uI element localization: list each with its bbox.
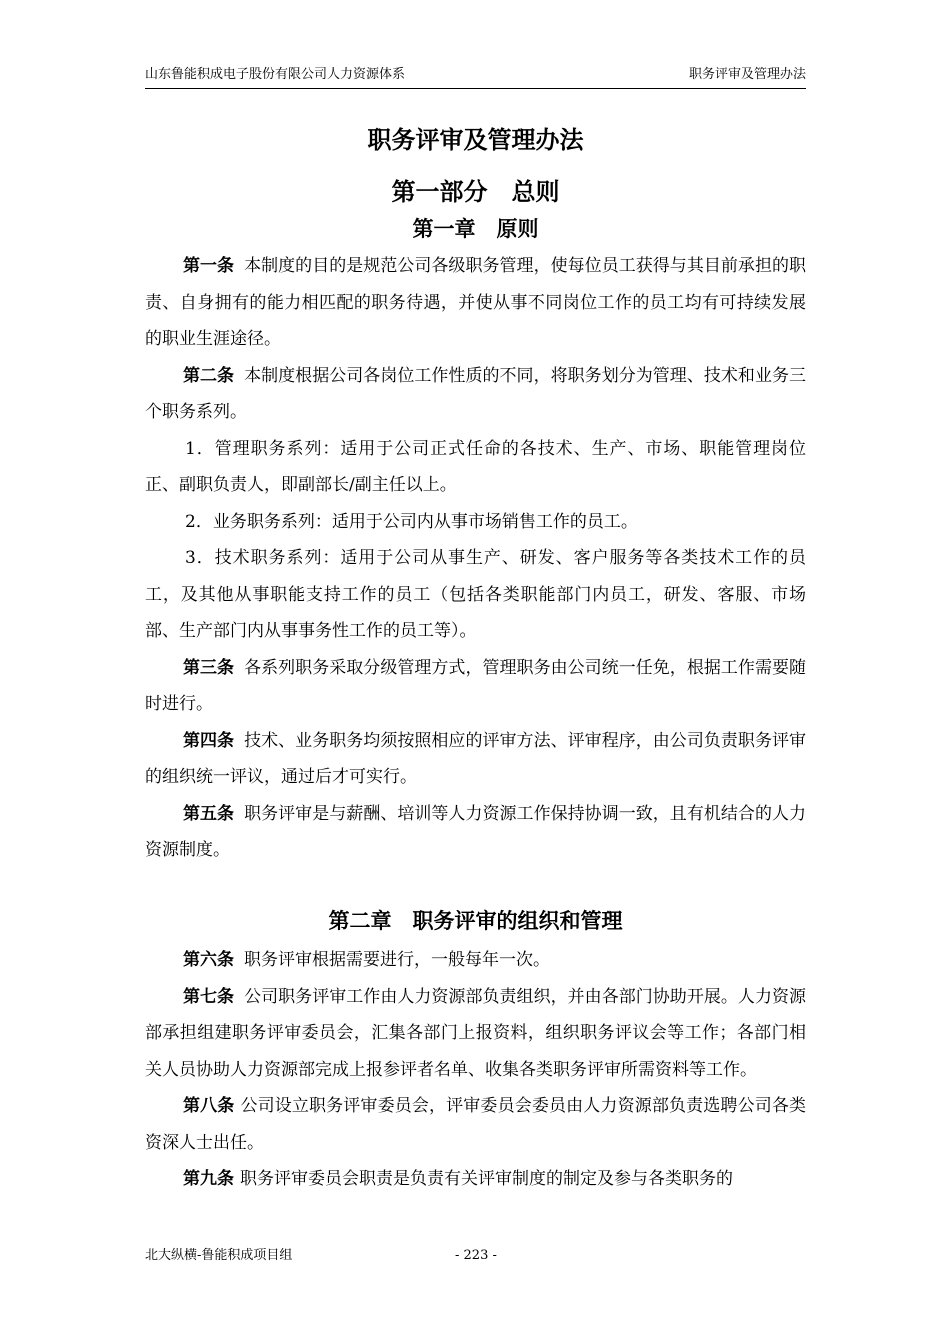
article-text: 本制度的目的是规范公司各级职务管理，使每位员工获得与其目前承担的职责、自身拥有的能力相匹配的职务待遇，并使从事不同岗位工作的员工均有可持续发展的职业生涯途径。 (145, 256, 807, 349)
article-4 (145, 723, 806, 796)
article-label: 第二条 (183, 365, 235, 386)
article-text: 技术、业务职务均须按照相应的评审方法、评审程序，由公司负责职务评审的组织统一评议，通过后才可实行。 (145, 730, 807, 787)
article-7 (145, 979, 806, 1089)
article-9 (145, 1161, 806, 1198)
list-item-2 (145, 504, 806, 541)
list-item-text: 2．业务职务系列：适用于公司内从事市场销售工作的员工。 (185, 511, 638, 532)
list-item-text: 1．管理职务系列：适用于公司正式任命的各技术、生产、市场、职能管理岗位正、副职负责人，即副部长/副主任以上。 (145, 438, 806, 495)
part-title: 第一部分 总则 (391, 177, 560, 206)
list-item-3 (145, 540, 806, 650)
chapter-1-body (145, 248, 806, 869)
article-5 (145, 796, 806, 869)
list-item-1 (145, 431, 806, 504)
article-label: 第九条 (183, 1169, 234, 1189)
header-company: 山东鲁能积成电子股份有限公司人力资源体系 (145, 67, 406, 82)
chapter-2-body (145, 942, 806, 1198)
header-doc-name: 职务评审及管理办法 (688, 67, 806, 82)
article-6 (145, 942, 806, 979)
article-label: 第六条 (183, 950, 234, 970)
article-8 (145, 1088, 806, 1161)
footer-project: 北大纵横-鲁能积成项目组 (145, 1248, 293, 1263)
document-title: 职务评审及管理办法 (367, 125, 584, 154)
article-text: 职务评审根据需要进行，一般每年一次。 (244, 950, 550, 970)
article-3 (145, 650, 806, 723)
article-text: 各系列职务采取分级管理方式，管理职务由公司统一任免，根据工作需要随时进行。 (145, 657, 807, 714)
article-2 (145, 358, 806, 431)
article-label: 第八条 (183, 1096, 235, 1116)
page-header (145, 66, 806, 89)
article-1 (145, 248, 806, 358)
article-label: 第四条 (183, 730, 235, 751)
chapter-1-title: 第一章 原则 (412, 216, 539, 241)
article-label: 第五条 (183, 803, 235, 824)
article-label: 第一条 (183, 256, 235, 276)
article-label: 第七条 (183, 986, 235, 1007)
article-text: 公司设立职务评审委员会，评审委员会委员由人力资源部负责选聘公司各类资深人士出任。 (145, 1096, 807, 1153)
page-number: - 223 - (455, 1248, 497, 1263)
article-text: 职务评审是与薪酬、培训等人力资源工作保持协调一致，且有机结合的人力资源制度。 (145, 803, 807, 860)
article-text: 本制度根据公司各岗位工作性质的不同，将职务划分为管理、技术和业务三个职务系列。 (145, 365, 807, 422)
article-label: 第三条 (183, 657, 235, 678)
article-text: 职务评审委员会职责是负责有关评审制度的制定及参与各类职务的 (240, 1169, 733, 1189)
article-text: 公司职务评审工作由人力资源部负责组织，并由各部门协助开展。人力资源部承担组建职务评审委员会，汇集各部门上报资料，组织职务评议会等工作；各部门相关人员协助人力资源部完成上报参评者名单、收集各类职务评审所需资料等工作。 (145, 986, 807, 1080)
list-item-text: 3．技术职务系列：适用于公司从事生产、研发、客户服务等各类技术工作的员工，及其他从事职能支持工作的员工（包括各类职能部门内员工，研发、客服、市场部、生产部门内从事事务性工作的员工等）。 (145, 548, 806, 641)
chapter-2-title: 第二章 职务评审的组织和管理 (328, 908, 623, 933)
